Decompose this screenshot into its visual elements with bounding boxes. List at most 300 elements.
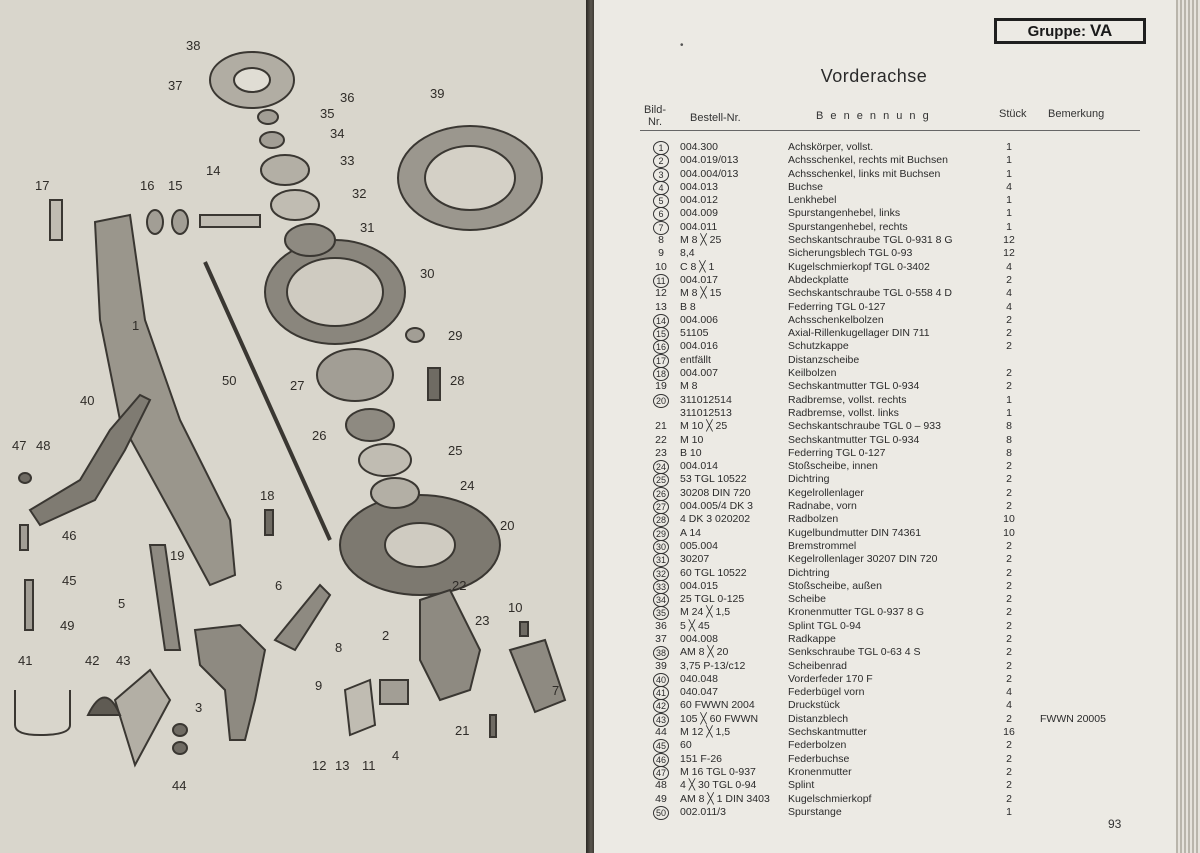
parts-row-number (644, 487, 678, 501)
callout-1: 1 (132, 318, 140, 333)
parts-row-quantity: 2 (1006, 460, 1012, 473)
parts-row-designation: Dichtring (788, 566, 830, 579)
parts-row-order-number: 30208 DIN 720 (680, 486, 751, 499)
parts-row-number (644, 274, 678, 288)
parts-row-number: 9 (658, 247, 664, 260)
callout-31: 31 (360, 220, 375, 235)
callout-29: 29 (448, 328, 463, 343)
parts-row-order-number: 004.007 (680, 367, 718, 380)
parts-row-designation: Keilbolzen (788, 367, 837, 380)
parts-row (594, 593, 1154, 606)
parts-row-quantity: 2 (1006, 779, 1012, 792)
parts-row-order-number: 60 TGL 10522 (680, 566, 747, 579)
parts-row-order-number: 4 DK 3 020202 (680, 513, 751, 526)
parts-row-number (644, 327, 678, 341)
callout-44: 44 (172, 778, 187, 793)
circled-number: 16 (653, 340, 669, 354)
circled-number: 41 (653, 686, 669, 700)
parts-row-designation: Sechskantschraube TGL 0-931 8 G (788, 234, 953, 247)
parts-row-order-number: 004.014 (680, 460, 718, 473)
callout-38: 38 (186, 38, 201, 53)
callout-39: 39 (430, 86, 445, 101)
parts-row-order-number: 004.009 (680, 207, 718, 220)
parts-row-order-number: 8,4 (680, 247, 695, 260)
parts-row-designation: Scheibenrad (788, 659, 847, 672)
parts-row-designation: Dichtring (788, 473, 830, 486)
parts-row-number (644, 673, 678, 687)
parts-row-order-number: 004.013 (680, 180, 718, 193)
parts-row (594, 753, 1154, 766)
header-bestell-nr: Bestell-Nr. (690, 112, 741, 124)
parts-row-number: 21 (655, 420, 667, 433)
parts-row (594, 766, 1154, 779)
circled-number: 45 (653, 739, 669, 753)
parts-row (594, 527, 1154, 540)
circled-number: 25 (653, 473, 669, 487)
parts-row-order-number: entfällt (680, 353, 711, 366)
parts-row-quantity: 2 (1006, 273, 1012, 286)
parts-row-order-number: 004.006 (680, 313, 718, 326)
parts-row-designation: Stoßscheibe, innen (788, 460, 878, 473)
parts-row-quantity: 4 (1006, 699, 1012, 712)
parts-row-quantity: 2 (1006, 646, 1012, 659)
parts-row-quantity: 2 (1006, 500, 1012, 513)
circled-number: 17 (653, 354, 669, 368)
parts-row-designation: Kugelbundmutter DIN 74361 (788, 526, 922, 539)
circled-number: 35 (653, 606, 669, 620)
parts-row-number (644, 646, 678, 660)
parts-row-designation: Radkappe (788, 632, 836, 645)
parts-row (594, 806, 1154, 819)
parts-row-order-number: 004.012 (680, 194, 718, 207)
callout-23: 23 (475, 613, 490, 628)
parts-row (594, 247, 1154, 260)
callout-35: 35 (320, 106, 335, 121)
parts-row-quantity: 8 (1006, 446, 1012, 459)
parts-row-quantity: 2 (1006, 579, 1012, 592)
parts-row (594, 367, 1154, 380)
circled-number: 47 (653, 766, 669, 780)
parts-row-order-number: M 10 ╳ 25 (680, 420, 728, 433)
callout-50: 50 (222, 373, 237, 388)
callout-36: 36 (340, 90, 355, 105)
parts-row-designation: Achskörper, vollst. (788, 141, 874, 153)
circled-number: 43 (653, 713, 669, 727)
parts-row-quantity: 2 (1006, 593, 1012, 606)
parts-row-number (644, 753, 678, 767)
parts-row-number (644, 806, 678, 820)
parts-row-quantity: 1 (1006, 167, 1012, 180)
callout-13: 13 (335, 758, 350, 773)
parts-row (594, 580, 1154, 593)
parts-row (594, 407, 1154, 420)
parts-row-number (644, 580, 678, 594)
parts-row-quantity: 1 (1006, 141, 1012, 153)
header-bild-nr (642, 104, 668, 128)
circled-number: 40 (653, 673, 669, 687)
parts-row (594, 660, 1154, 673)
parts-row-order-number: 040.048 (680, 672, 718, 685)
parts-row-order-number: 151 F-26 (680, 752, 723, 765)
circled-number: 2 (653, 154, 669, 168)
parts-row-designation: Sechskantmutter (788, 726, 867, 739)
parts-row-designation: Sechskantschraube TGL 0-558 4 D (788, 287, 953, 300)
callout-7: 7 (552, 683, 560, 698)
parts-row-order-number: 105 ╳ 60 FWWN (680, 712, 759, 725)
circled-number: 4 (653, 181, 669, 195)
circled-number: 38 (653, 646, 669, 660)
parts-row (594, 447, 1154, 460)
parts-row (594, 394, 1154, 407)
parts-row-order-number: B 8 (680, 300, 696, 313)
parts-row-number (644, 473, 678, 487)
parts-row-number (644, 221, 678, 235)
parts-row (594, 420, 1154, 433)
parts-row-number (644, 314, 678, 328)
parts-row-designation: Distanzblech (788, 712, 849, 725)
parts-row (594, 646, 1154, 659)
parts-row-designation: Achsschenkel, links mit Buchsen (788, 167, 941, 180)
circled-number: 29 (653, 527, 669, 541)
parts-row (594, 699, 1154, 712)
parts-row-quantity: 2 (1006, 752, 1012, 765)
parts-row-order-number: 004.017 (680, 273, 718, 286)
header-divider (640, 130, 1140, 131)
parts-row-designation: Spurstangenhebel, links (788, 207, 901, 220)
parts-row-number (644, 394, 678, 408)
callout-30: 30 (420, 266, 435, 281)
parts-row-number: 49 (655, 792, 667, 805)
parts-row-quantity: 2 (1006, 712, 1012, 725)
parts-row-designation: Abdeckplatte (788, 273, 849, 286)
parts-row-order-number: C 8 ╳ 1 (680, 260, 715, 273)
parts-row-number (644, 553, 678, 567)
parts-row-designation: Splint TGL 0-94 (788, 619, 861, 632)
parts-row-designation: Achsschenkel, rechts mit Buchsen (788, 154, 948, 167)
parts-row-designation: Federring TGL 0-127 (788, 446, 886, 459)
parts-row-quantity: 2 (1006, 367, 1012, 380)
parts-row-designation: Radbremse, vollst. links (788, 406, 899, 419)
parts-row-number: 10 (655, 260, 667, 273)
parts-row (594, 540, 1154, 553)
parts-row-quantity: 4 (1006, 686, 1012, 699)
parts-row (594, 793, 1154, 806)
print-mark: • (680, 40, 684, 51)
parts-row-quantity: 8 (1006, 433, 1012, 446)
callout-21: 21 (455, 723, 470, 738)
parts-row (594, 154, 1154, 167)
parts-row-quantity: 2 (1006, 340, 1012, 353)
parts-row (594, 234, 1154, 247)
parts-row (594, 620, 1154, 633)
circled-number: 28 (653, 513, 669, 527)
parts-row-order-number: 004.011 (680, 220, 718, 233)
parts-row-quantity: 10 (1003, 513, 1015, 526)
page-number: 93 (1108, 817, 1122, 831)
parts-row-order-number: M 12 ╳ 1,5 (680, 726, 731, 739)
callout-15: 15 (168, 178, 183, 193)
parts-row-order-number: 040.047 (680, 686, 718, 699)
parts-row-designation: Kronenmutter (788, 765, 852, 778)
header-benennung: B e n e n n u n g (816, 110, 931, 122)
parts-row-quantity: 4 (1006, 180, 1012, 193)
parts-row (594, 287, 1154, 300)
parts-row (594, 553, 1154, 566)
parts-row-quantity: 1 (1006, 406, 1012, 419)
parts-row-order-number: 004.008 (680, 632, 718, 645)
callout-41: 41 (18, 653, 33, 668)
parts-row-number (644, 686, 678, 700)
circled-number: 34 (653, 593, 669, 607)
parts-row-order-number: 3,75 P-13/c12 (680, 659, 746, 672)
parts-row-number (644, 460, 678, 474)
parts-row-number (644, 527, 678, 541)
circled-number: 27 (653, 500, 669, 514)
callout-2: 2 (382, 628, 390, 643)
parts-row-number: 48 (655, 779, 667, 792)
parts-row-quantity: 1 (1006, 393, 1012, 406)
parts-row-order-number: AM 8 ╳ 20 (680, 646, 729, 659)
parts-row (594, 726, 1154, 739)
header-bild-line2: Nr. (647, 116, 663, 128)
parts-row-quantity: 1 (1006, 220, 1012, 233)
parts-row-designation: Vorderfeder 170 F (788, 672, 873, 685)
parts-row-designation: Scheibe (788, 593, 826, 606)
parts-row-quantity: 2 (1006, 327, 1012, 340)
parts-row (594, 633, 1154, 646)
parts-row-quantity: 4 (1006, 260, 1012, 273)
parts-row (594, 194, 1154, 207)
parts-row-quantity: 4 (1006, 287, 1012, 300)
parts-row-designation: Radbremse, vollst. rechts (788, 393, 907, 406)
parts-row-designation: Kegelrollenlager 30207 DIN 720 (788, 553, 938, 566)
parts-row-quantity: 2 (1006, 566, 1012, 579)
callout-3: 3 (195, 700, 203, 715)
parts-row-designation: Federbuchse (788, 752, 850, 765)
header-stueck: Stück (999, 108, 1027, 120)
parts-row (594, 739, 1154, 752)
parts-row-designation: Federbolzen (788, 739, 847, 752)
parts-row (594, 686, 1154, 699)
circled-number: 46 (653, 753, 669, 767)
circled-number: 20 (653, 394, 669, 408)
parts-row-quantity: 2 (1006, 313, 1012, 326)
parts-row-designation: Stoßscheibe, außen (788, 579, 882, 592)
parts-row-order-number: 005.004 (680, 539, 718, 552)
parts-row-number (644, 540, 678, 554)
parts-row (594, 141, 1154, 154)
parts-row-number (644, 354, 678, 368)
parts-row-quantity: 2 (1006, 672, 1012, 685)
parts-row-quantity: 2 (1006, 792, 1012, 805)
callout-12: 12 (312, 758, 327, 773)
parts-row-designation: Bremstrommel (788, 539, 857, 552)
parts-row (594, 327, 1154, 340)
parts-row-quantity: 2 (1006, 553, 1012, 566)
parts-row-designation: Druckstück (788, 699, 840, 712)
callout-47: 47 (12, 438, 27, 453)
parts-row-order-number: 25 TGL 0-125 (680, 593, 745, 606)
parts-row-number: 44 (655, 726, 667, 739)
parts-row-quantity: 4 (1006, 300, 1012, 313)
right-page (594, 0, 1176, 853)
circled-number: 14 (653, 314, 669, 328)
callout-16: 16 (140, 178, 155, 193)
parts-row-quantity: 2 (1006, 486, 1012, 499)
group-value: VA (1089, 21, 1113, 40)
page-edges (1176, 0, 1200, 853)
parts-row (594, 274, 1154, 287)
parts-row-number (644, 194, 678, 208)
circled-number: 18 (653, 367, 669, 381)
callout-9: 9 (315, 678, 323, 693)
parts-row (594, 221, 1154, 234)
parts-row (594, 487, 1154, 500)
circled-number: 50 (653, 806, 669, 820)
parts-row-order-number: 002.011/3 (680, 805, 726, 818)
parts-row-quantity: 2 (1006, 539, 1012, 552)
callout-8: 8 (335, 640, 343, 655)
parts-row-designation: Splint (788, 779, 815, 792)
parts-row-order-number: 004.016 (680, 340, 718, 353)
parts-row-number (644, 141, 678, 155)
parts-row-number: 37 (655, 632, 667, 645)
parts-row-order-number: M 8 ╳ 25 (680, 234, 722, 247)
parts-row-quantity: 2 (1006, 619, 1012, 632)
parts-row-order-number: A 14 (680, 526, 702, 539)
parts-row-quantity: 1 (1006, 207, 1012, 220)
parts-row-order-number: 004.015 (680, 579, 718, 592)
parts-row-number: 12 (655, 287, 667, 300)
parts-row (594, 354, 1154, 367)
parts-row-quantity: 16 (1003, 726, 1015, 739)
circled-number: 30 (653, 540, 669, 554)
parts-row-order-number: 004.300 (680, 141, 718, 153)
callout-49: 49 (60, 618, 75, 633)
parts-row (594, 301, 1154, 314)
parts-row-designation: Radbolzen (788, 513, 839, 526)
circled-number: 15 (653, 327, 669, 341)
parts-row-designation: Radnabe, vorn (788, 500, 857, 513)
parts-row (594, 181, 1154, 194)
circled-number: 6 (653, 207, 669, 221)
parts-row-order-number: 60 (680, 739, 692, 752)
parts-row-order-number: AM 8 ╳ 1 DIN 3403 (680, 792, 770, 805)
group-badge (994, 18, 1146, 44)
parts-row-designation: Kegelrollenlager (788, 486, 864, 499)
parts-row-quantity: 2 (1006, 473, 1012, 486)
parts-row-number (644, 593, 678, 607)
parts-row-designation: Federring TGL 0-127 (788, 300, 886, 313)
parts-row-designation: Spurstange (788, 805, 842, 818)
parts-row-quantity: 1 (1006, 194, 1012, 207)
parts-row-number (644, 168, 678, 182)
circled-number: 31 (653, 553, 669, 567)
parts-row-number (644, 154, 678, 168)
callout-37: 37 (168, 78, 183, 93)
parts-row-quantity: 2 (1006, 380, 1012, 393)
parts-row-order-number: M 10 (680, 433, 704, 446)
parts-row-designation: Kugelschmierkopf TGL 0-3402 (788, 260, 930, 273)
parts-row-designation: Federbügel vorn (788, 686, 865, 699)
parts-row-designation: Senkschraube TGL 0-63 4 S (788, 646, 921, 659)
circled-number: 26 (653, 487, 669, 501)
callout-46: 46 (62, 528, 77, 543)
callout-43: 43 (116, 653, 131, 668)
parts-row-order-number: 51105 (680, 327, 709, 340)
parts-row-number (644, 699, 678, 713)
parts-row-order-number: 30207 (680, 553, 710, 566)
parts-row-number (644, 606, 678, 620)
parts-row-number: 23 (655, 446, 667, 459)
parts-row-number (644, 513, 678, 527)
parts-row-order-number: 4 ╳ 30 TGL 0-94 (680, 779, 757, 792)
callout-45: 45 (62, 573, 77, 588)
callout-34: 34 (330, 126, 345, 141)
parts-row-designation: Lenkhebel (788, 194, 837, 207)
parts-row-designation: Kugelschmierkopf (788, 792, 872, 805)
parts-row-number: 22 (655, 433, 667, 446)
callout-5: 5 (118, 596, 126, 611)
parts-row-number (644, 766, 678, 780)
parts-row (594, 713, 1154, 726)
circled-number: 7 (653, 221, 669, 235)
parts-row-order-number: B 10 (680, 446, 702, 459)
parts-row-designation: Sechskantschraube TGL 0 – 933 (788, 420, 941, 433)
parts-row-quantity: 2 (1006, 765, 1012, 778)
header-bemerkung: Bemerkung (1048, 108, 1105, 120)
callout-42: 42 (85, 653, 100, 668)
parts-row-remark: FWWN 20005 (1040, 712, 1106, 725)
parts-row-number (644, 181, 678, 195)
circled-number: 42 (653, 699, 669, 713)
parts-row-quantity: 8 (1006, 420, 1012, 433)
parts-row-number (644, 207, 678, 221)
parts-row-quantity: 10 (1003, 526, 1015, 539)
parts-row-quantity: 12 (1003, 247, 1015, 260)
parts-row (594, 261, 1154, 274)
parts-row-number: 8 (658, 234, 664, 247)
parts-row-order-number: M 16 TGL 0-937 (680, 765, 756, 778)
group-label: Gruppe: (1027, 22, 1086, 40)
parts-row-number (644, 367, 678, 381)
callout-40: 40 (80, 393, 95, 408)
circled-number: 33 (653, 580, 669, 594)
page-title: Vorderachse (820, 66, 928, 86)
circled-number: 24 (653, 460, 669, 474)
parts-row-order-number: 004.005/4 DK 3 (680, 500, 753, 513)
parts-table (594, 141, 1154, 819)
circled-number: 11 (653, 274, 669, 288)
callout-25: 25 (448, 443, 463, 458)
circled-number: 32 (653, 567, 669, 581)
parts-row (594, 460, 1154, 473)
parts-row-order-number: 004.004/013 (680, 167, 739, 180)
parts-row-order-number: M 8 ╳ 15 (680, 287, 722, 300)
callout-33: 33 (340, 153, 355, 168)
callout-28: 28 (450, 373, 465, 388)
callout-17: 17 (35, 178, 50, 193)
parts-row-designation: Distanzscheibe (788, 353, 860, 366)
callout-4: 4 (392, 748, 400, 763)
parts-row-order-number: 004.019/013 (680, 154, 739, 167)
parts-row-quantity: 2 (1006, 739, 1012, 752)
parts-row-number: 13 (655, 300, 667, 313)
parts-row (594, 207, 1154, 220)
parts-row-quantity: 12 (1003, 234, 1015, 247)
parts-row (594, 779, 1154, 792)
parts-row-designation: Schutzkappe (788, 340, 849, 353)
